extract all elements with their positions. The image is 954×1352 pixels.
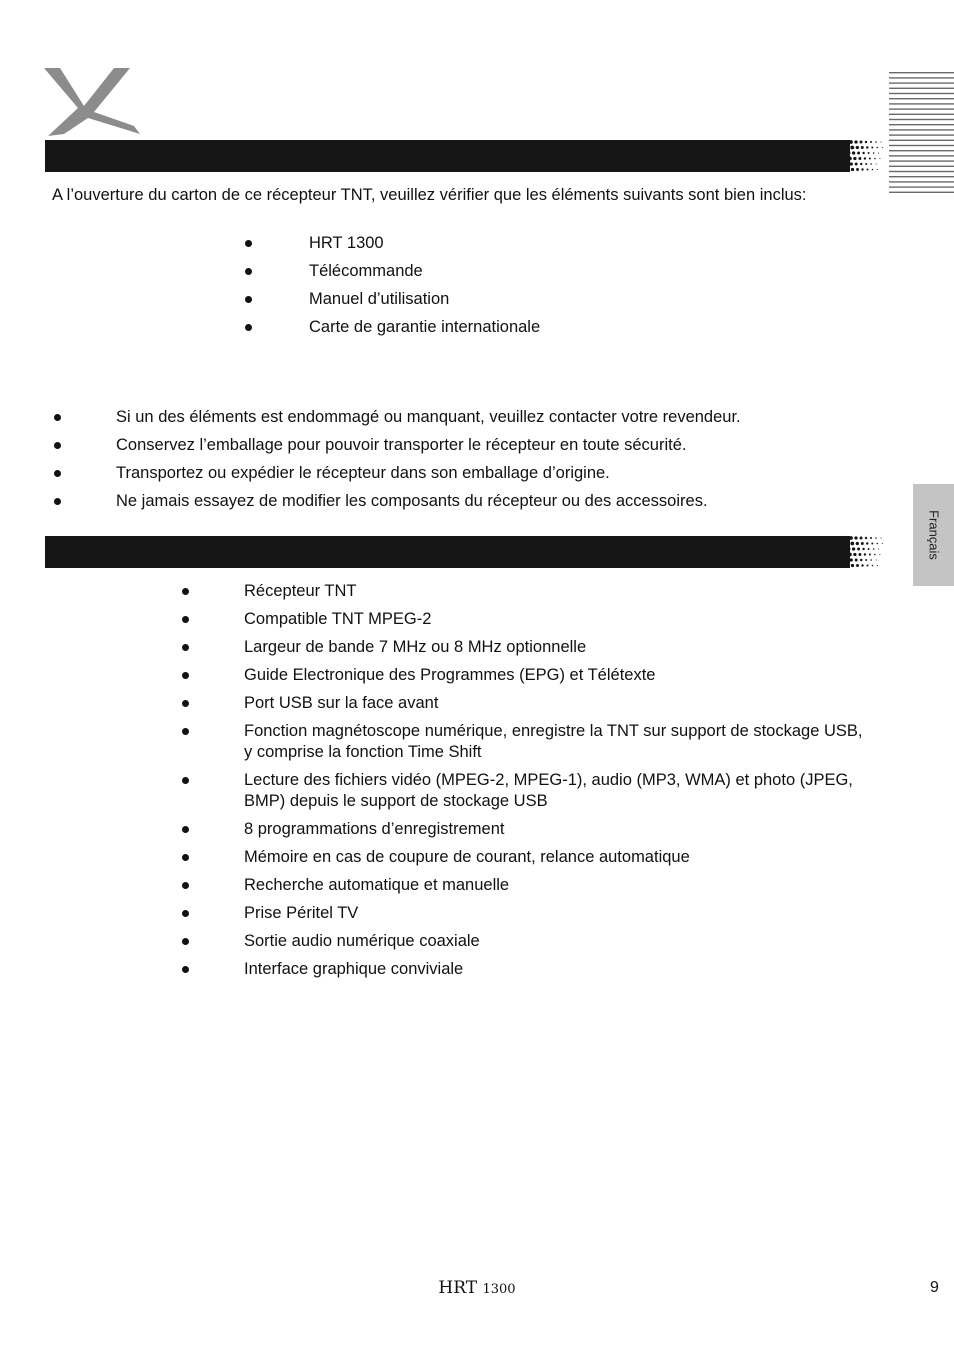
bullet <box>245 240 252 247</box>
halftone-dot <box>865 141 867 143</box>
model-name: HRT <box>438 1278 478 1298</box>
bullet <box>182 966 189 973</box>
stripe-line <box>889 88 954 89</box>
halftone-dot <box>868 548 870 550</box>
stripe-line <box>889 114 954 115</box>
list-item: Ne jamais essayez de modifier les composants du récepteur ou des accessoires. <box>52 491 892 512</box>
halftone-dot <box>856 168 859 171</box>
halftone-dot <box>856 564 859 567</box>
stripe-line <box>889 124 954 125</box>
halftone-dot <box>851 564 854 567</box>
bullet <box>54 470 61 477</box>
bullet <box>182 938 189 945</box>
halftone-dots-decoration <box>844 139 884 173</box>
halftone-dot <box>844 536 848 540</box>
halftone-dot <box>880 537 881 538</box>
list-item: Prise Péritel TV <box>180 903 870 924</box>
bullet <box>182 588 189 595</box>
list-item: Fonction magnétoscope numérique, enregistre la TNT sur support de stockage USB, y comprise la fonction Time Shift <box>180 721 870 763</box>
stripe-line <box>889 108 954 109</box>
halftone-dot <box>870 537 872 539</box>
halftone-dot <box>853 157 856 160</box>
halftone-dot <box>878 152 879 153</box>
stripe-line <box>889 119 954 120</box>
halftone-dot <box>849 536 853 540</box>
halftone-dot <box>872 169 874 171</box>
halftone-dot <box>869 158 871 160</box>
halftone-dot <box>877 147 879 149</box>
halftone-dots-decoration <box>844 535 884 569</box>
halftone-dot <box>850 146 854 150</box>
halftone-dot <box>861 542 864 545</box>
halftone-dot <box>870 559 872 561</box>
features-list <box>180 581 870 987</box>
section-header-bar <box>45 140 850 172</box>
halftone-dot <box>872 565 874 567</box>
halftone-dot <box>868 152 870 154</box>
halftone-dot <box>856 542 859 545</box>
halftone-dot <box>858 157 861 160</box>
halftone-dot <box>862 548 864 550</box>
halftone-dot <box>879 554 880 555</box>
halftone-dot <box>846 168 850 172</box>
stripe-line <box>889 103 954 104</box>
package-contents-list <box>245 233 845 345</box>
halftone-dot <box>847 151 851 155</box>
stripe-line <box>889 77 954 78</box>
bullet <box>182 826 189 833</box>
stripe-line <box>889 186 954 187</box>
halftone-dot <box>846 564 850 568</box>
halftone-dot <box>854 140 857 143</box>
list-item: 8 programmations d’enregistrement <box>180 819 870 840</box>
list-item: Télécommande <box>245 261 845 282</box>
halftone-dot <box>865 163 867 165</box>
halftone-dot <box>855 163 858 166</box>
bullet <box>54 414 61 421</box>
halftone-dot <box>857 548 860 551</box>
stripe-line <box>889 82 954 83</box>
halftone-dot <box>848 553 852 557</box>
bullet <box>182 882 189 889</box>
language-label: Français <box>926 510 941 560</box>
halftone-dot <box>865 559 867 561</box>
halftone-dot <box>865 537 867 539</box>
halftone-dot <box>879 158 880 159</box>
list-item: Si un des éléments est endommagé ou manquant, veuillez contacter votre revendeur. <box>52 407 892 428</box>
stripe-line <box>889 181 954 182</box>
halftone-dot <box>844 140 848 144</box>
stripe-line <box>889 155 954 156</box>
bullet <box>182 672 189 679</box>
halftone-dot <box>845 541 849 545</box>
halftone-dot <box>860 141 863 144</box>
halftone-dot <box>850 162 853 165</box>
halftone-dot <box>870 163 872 165</box>
halftone-dot <box>882 543 883 544</box>
halftone-dot <box>882 147 883 148</box>
halftone-dot <box>861 564 863 566</box>
list-item: Recherche automatique et manuelle <box>180 875 870 896</box>
stripe-line <box>889 93 954 94</box>
halftone-dot <box>871 147 873 149</box>
halftone-dot <box>864 553 866 555</box>
bullet <box>245 296 252 303</box>
list-item: Interface graphique conviviale <box>180 959 870 980</box>
halftone-dot <box>848 157 852 161</box>
section-header-bar <box>45 536 850 568</box>
stripe-line <box>889 98 954 99</box>
halftone-dot <box>877 169 878 170</box>
halftone-dot <box>851 168 854 171</box>
halftone-dot <box>847 547 851 551</box>
list-item: Compatible TNT MPEG-2 <box>180 609 870 630</box>
stripe-line <box>889 192 954 193</box>
list-item: Mémoire en cas de coupure de courant, relance automatique <box>180 847 870 868</box>
list-item: Largeur de bande 7 MHz ou 8 MHz optionnelle <box>180 637 870 658</box>
halftone-dot <box>850 542 854 546</box>
footer-model <box>0 1278 954 1298</box>
list-item: Conservez l’emballage pour pouvoir transporter le récepteur en toute sécurité. <box>52 435 892 456</box>
intro-paragraph: A l’ouverture du carton de ce récepteur TNT, veuillez vérifier que les éléments suivants sont bien inclus: <box>52 186 807 204</box>
list-item: Transportez ou expédier le récepteur dans son emballage d’origine. <box>52 463 892 484</box>
halftone-dot <box>861 168 863 170</box>
bullet <box>54 442 61 449</box>
halftone-dot <box>860 559 862 561</box>
stripe-line <box>889 129 954 130</box>
list-item: HRT 1300 <box>245 233 845 254</box>
halftone-dot <box>856 146 859 149</box>
halftone-dot <box>873 152 875 154</box>
halftone-dot <box>876 559 877 560</box>
language-tab <box>913 484 954 586</box>
stripe-line <box>889 150 954 151</box>
bullet <box>182 910 189 917</box>
stripe-line <box>889 134 954 135</box>
halftone-dot <box>858 553 861 556</box>
stripe-line <box>889 140 954 141</box>
bullet <box>182 644 189 651</box>
halftone-dot <box>877 565 878 566</box>
halftone-dot <box>876 163 877 164</box>
bullet <box>182 616 189 623</box>
page-number: 9 <box>930 1279 939 1296</box>
halftone-dot <box>860 163 862 165</box>
stripe-line <box>889 171 954 172</box>
bullet <box>245 324 252 331</box>
stripe-line <box>889 72 954 73</box>
halftone-dot <box>878 548 879 549</box>
list-item: Port USB sur la face avant <box>180 693 870 714</box>
halftone-dot <box>849 140 853 144</box>
list-item: Carte de garantie internationale <box>245 317 845 338</box>
halftone-dot <box>875 537 877 539</box>
stripe-line <box>889 145 954 146</box>
list-item: Récepteur TNT <box>180 581 870 602</box>
list-item: Lecture des fichiers vidéo (MPEG-2, MPEG-1), audio (MP3, WMA) et photo (JPEG, BMP) depuis le support de stockage USB <box>180 770 870 812</box>
bullet <box>54 498 61 505</box>
stripe-line <box>889 160 954 161</box>
halftone-dot <box>869 554 871 556</box>
halftone-dot <box>862 152 864 154</box>
halftone-dot <box>867 169 869 171</box>
stripe-line <box>889 176 954 177</box>
stripe-line <box>889 166 954 167</box>
model-number: 1300 <box>482 1282 516 1297</box>
bullet <box>182 854 189 861</box>
halftone-dot <box>855 559 858 562</box>
halftone-dot <box>877 543 879 545</box>
bullet <box>182 728 189 735</box>
list-item: Guide Electronique des Programmes (EPG) et Télétexte <box>180 665 870 686</box>
bullet <box>245 268 252 275</box>
halftone-dot <box>874 554 876 556</box>
bullet <box>182 777 189 784</box>
list-item: Manuel d’utilisation <box>245 289 845 310</box>
halftone-dot <box>844 156 847 160</box>
halftone-dot <box>844 552 847 556</box>
bullet <box>182 700 189 707</box>
notes-list <box>52 407 892 519</box>
halftone-dot <box>861 146 864 149</box>
halftone-dot <box>875 141 877 143</box>
halftone-dot <box>874 158 876 160</box>
stripes-decoration <box>889 70 954 196</box>
halftone-dot <box>866 542 868 544</box>
halftone-dot <box>852 151 855 154</box>
halftone-dot <box>866 146 868 148</box>
halftone-dot <box>854 536 857 539</box>
halftone-dot <box>852 547 855 550</box>
halftone-dot <box>871 543 873 545</box>
halftone-dot <box>870 141 872 143</box>
x-logo <box>44 66 144 138</box>
list-item: Sortie audio numérique coaxiale <box>180 931 870 952</box>
halftone-dot <box>880 141 881 142</box>
halftone-dot <box>844 558 848 562</box>
halftone-dot <box>850 558 853 561</box>
halftone-dot <box>860 537 863 540</box>
halftone-dot <box>873 548 875 550</box>
halftone-dot <box>864 157 866 159</box>
halftone-dot <box>853 553 856 556</box>
halftone-dot <box>844 162 848 166</box>
halftone-dot <box>857 152 860 155</box>
halftone-dot <box>867 565 869 567</box>
halftone-dot <box>845 145 849 149</box>
